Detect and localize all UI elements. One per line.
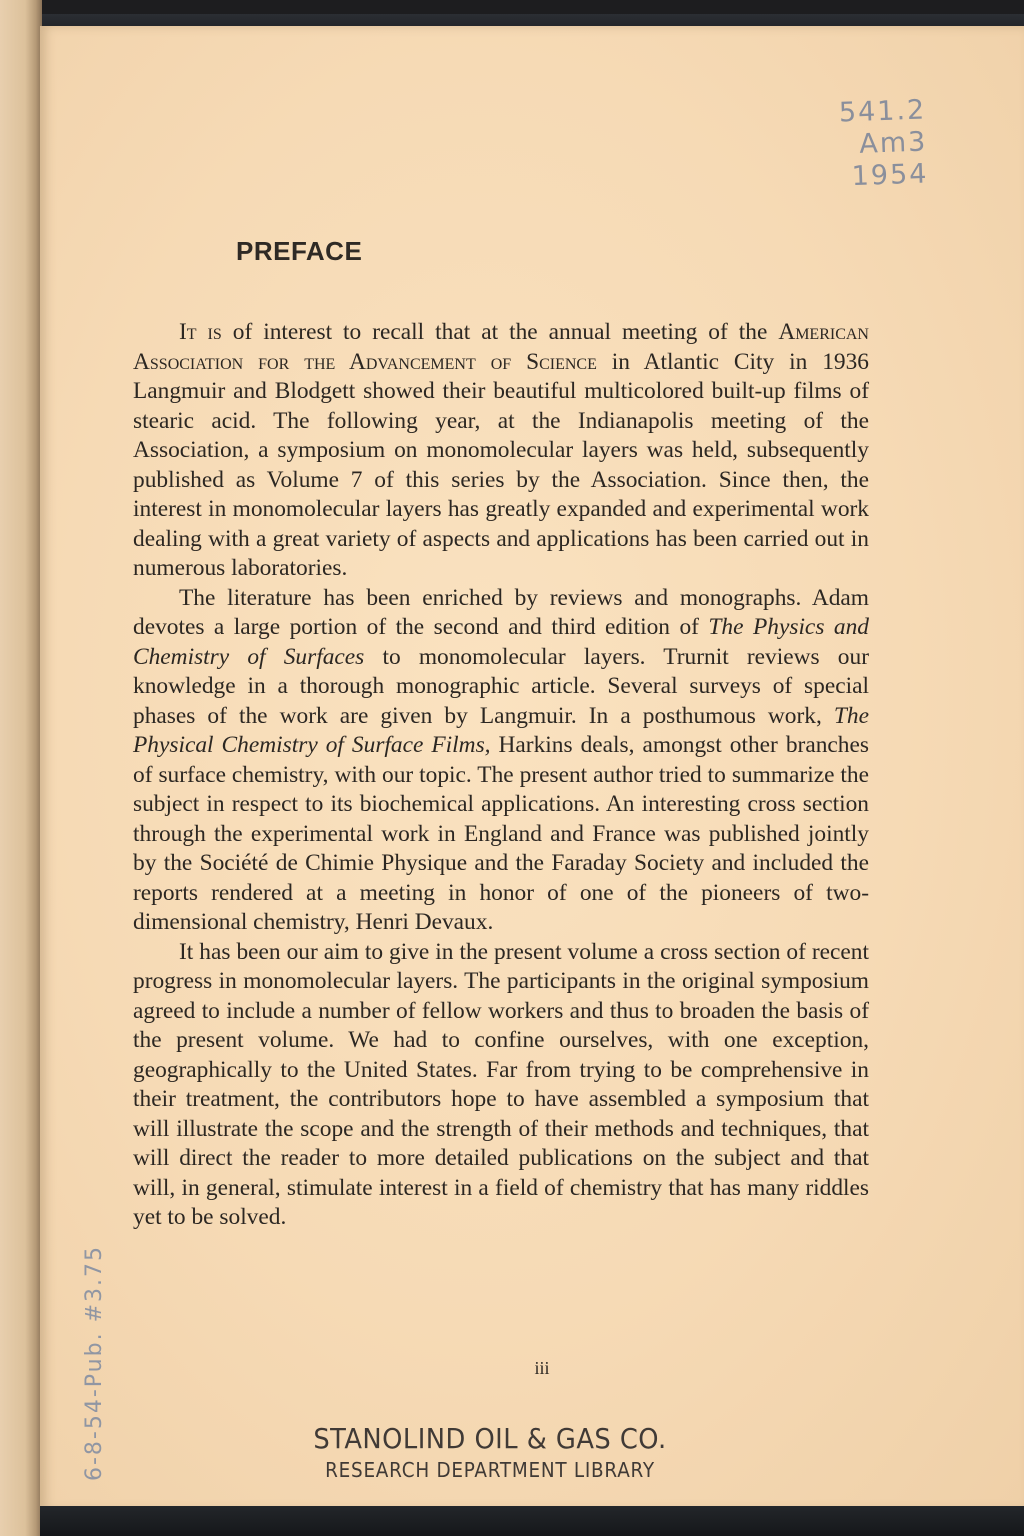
lead-small-caps: It is <box>179 319 222 345</box>
paragraph-text: in Atlantic City in 1936 Langmuir and Blodgett showed their beautiful multicolored built-up films of stearic acid. The following year, at the Indianapolis meeting of the Association, a symposium on monomolecular layers was held, subsequently published as Volume 7 of this series by the Association. Since then, the interest in monomolecular layers has greatly expanded and experimental work dealing with a great variety of aspects and applications has been carried out in numerous laboratories. <box>133 348 869 581</box>
call-number-line: Am3 <box>858 126 928 160</box>
stamp-line-2: RESEARCH DEPARTMENT LIBRARY <box>325 1458 655 1482</box>
paragraph-text: to monomolecular layers. Trurnit reviews our knowledge in a thorough monographic article. Several surveys of special phases of the work are given by Langmuir. In a posthumous work, <box>133 643 869 729</box>
handwritten-call-number <box>838 95 929 194</box>
organization-name: American Association for the Advancement of Science <box>133 319 869 375</box>
paragraph-3: It has been our aim to give in the present volume a cross section of recent progress in monomolecular layers. The participants in the original symposium agreed to include a number of fellow workers and thus to broaden the basis of the present volume. We had to confine ourselves, with one exception, geographically to the United States. Far from trying to be comprehensive in their treatment, the contributors hope to have assembled a symposium that will illustrate the scope and the strength of their methods and techniques, that will direct the reader to more detailed publications on the subject and that will, in general, stimulate interest in a field of chemistry that has many riddles yet to be solved. <box>133 938 869 1230</box>
page-number: iii <box>534 1358 550 1378</box>
book-cover-edge-bottom <box>40 1506 1024 1536</box>
book-title: The Physical Chemistry of Surface Films, <box>133 702 869 758</box>
paragraph-text: Harkins deals, amongst other branches of surface chemistry, with our topic. The present author tried to summarize the subject in respect to its biochemical applications. An interesting cross section through the experimental work in England and France was published jointly by the Société de Chimie Physique and the Faraday Society and included the reports rendered at a meeting in honor of one of the pioneers of two-dimensional chemistry, Henri Devaux. <box>133 732 869 935</box>
call-number-line: 541.2 <box>838 94 927 129</box>
handwritten-margin-note: 6-8-54-Pub. #3.75 <box>82 1245 107 1481</box>
stamp-line-1: STANOLIND OIL & GAS CO. <box>313 1422 667 1455</box>
paragraph-text: of interest to recall that at the annual meeting of the <box>221 319 779 345</box>
book-page <box>40 26 1024 1510</box>
paragraph-text: The literature has been enriched by reviews and monographs. Adam devotes a large portion of the second and third edition of <box>133 584 869 640</box>
paragraph-2 <box>133 584 869 938</box>
preface-body <box>133 318 869 1233</box>
book-title: The Physics and Chemistry of Surfaces <box>133 614 869 670</box>
library-stamp <box>288 1422 693 1484</box>
book-spine-gutter <box>0 0 42 1536</box>
call-number-line: 1954 <box>851 158 929 193</box>
page-heading: PREFACE <box>236 236 363 266</box>
paragraph-1 <box>133 318 869 584</box>
